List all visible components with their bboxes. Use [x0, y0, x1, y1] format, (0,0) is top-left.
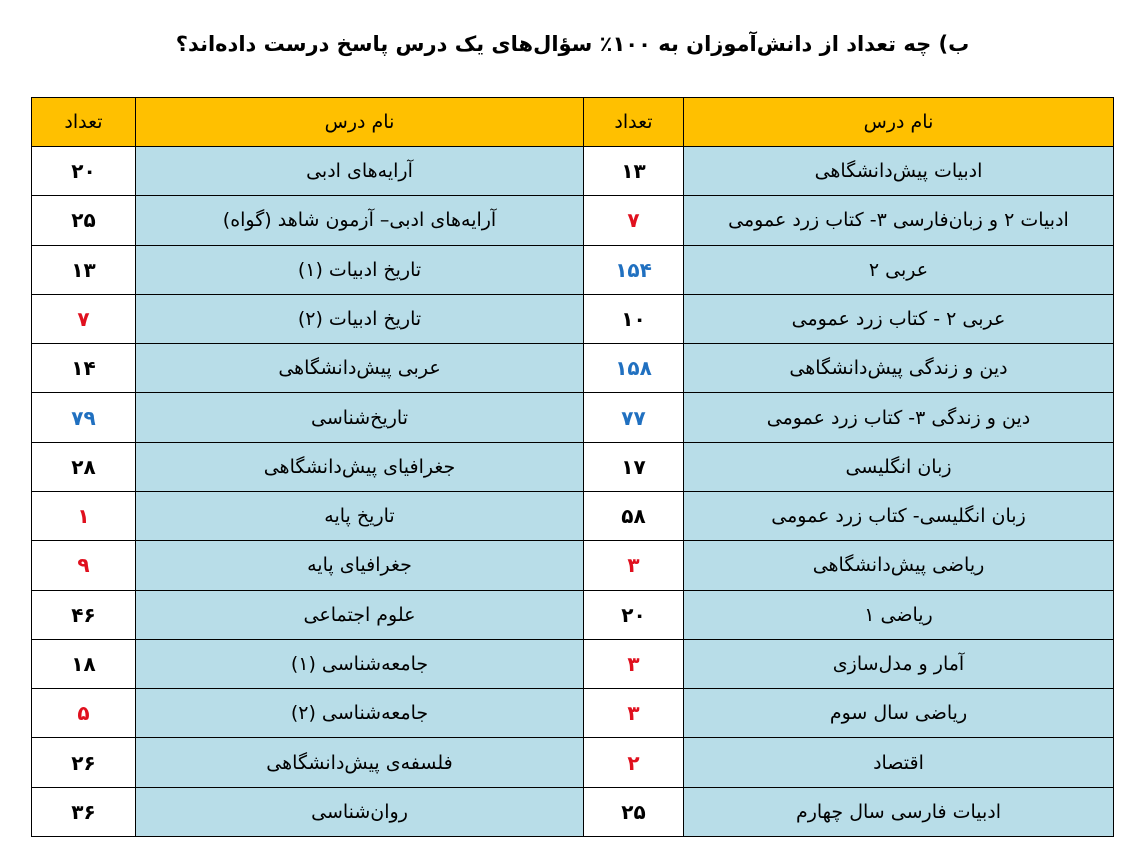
- lesson-name-right: ادبیات ۲ و زبان‌فارسی ۳- کتاب زرد عمومی: [684, 196, 1114, 245]
- lesson-name-left: جامعه‌شناسی (۱): [136, 639, 584, 688]
- lesson-count-left: ۱۴: [32, 344, 136, 393]
- table-row: [32, 245, 1114, 294]
- lesson-count-right: ۳: [584, 639, 684, 688]
- lesson-name-left: جغرافیای پایه: [136, 541, 584, 590]
- lesson-count-right: ۱۰: [584, 294, 684, 343]
- table-row: [32, 491, 1114, 540]
- table-row: [32, 147, 1114, 196]
- lesson-name-left: علوم اجتماعی: [136, 590, 584, 639]
- lesson-count-right: ۱۷: [584, 442, 684, 491]
- lesson-name-left: تاریخ ادبیات (۲): [136, 294, 584, 343]
- table-row: [32, 344, 1114, 393]
- lesson-name-right: عربی ۲: [684, 245, 1114, 294]
- table-row: [32, 787, 1114, 836]
- lesson-count-left: ۷: [32, 294, 136, 343]
- lesson-name-left: آرایه‌های ادبی– آزمون شاهد (گواه): [136, 196, 584, 245]
- lesson-count-right: ۷۷: [584, 393, 684, 442]
- lesson-count-left: ۲۸: [32, 442, 136, 491]
- lesson-count-left: ۹: [32, 541, 136, 590]
- lesson-count-left: ۲۶: [32, 738, 136, 787]
- table-row: [32, 639, 1114, 688]
- lesson-name-left: فلسفه‌ی پیش‌دانشگاهی: [136, 738, 584, 787]
- lesson-count-right: ۵۸: [584, 491, 684, 540]
- lesson-count-left: ۳۶: [32, 787, 136, 836]
- lesson-name-right: ریاضی ۱: [684, 590, 1114, 639]
- lesson-count-right: ۱۵۸: [584, 344, 684, 393]
- lesson-count-left: ۱: [32, 491, 136, 540]
- lesson-name-right: اقتصاد: [684, 738, 1114, 787]
- lesson-count-right: ۲: [584, 738, 684, 787]
- header-lesson-name-left: نام درس: [136, 98, 584, 147]
- lesson-name-left: جامعه‌شناسی (۲): [136, 689, 584, 738]
- lesson-name-right: زبان انگلیسی- کتاب زرد عمومی: [684, 491, 1114, 540]
- lesson-count-left: ۵: [32, 689, 136, 738]
- lesson-count-right: ۳: [584, 541, 684, 590]
- lesson-count-right: ۷: [584, 196, 684, 245]
- lesson-count-left: ۲۰: [32, 147, 136, 196]
- lesson-name-left: تاریخ‌شناسی: [136, 393, 584, 442]
- table-row: [32, 738, 1114, 787]
- table-row: [32, 590, 1114, 639]
- table-row: [32, 393, 1114, 442]
- lesson-name-right: دین و زندگی ۳- کتاب زرد عمومی: [684, 393, 1114, 442]
- table-row: [32, 541, 1114, 590]
- lesson-count-left: ۴۶: [32, 590, 136, 639]
- lesson-name-left: عربی پیش‌دانشگاهی: [136, 344, 584, 393]
- lesson-name-left: تاریخ پایه: [136, 491, 584, 540]
- lesson-count-left: ۱۳: [32, 245, 136, 294]
- lesson-name-left: روان‌شناسی: [136, 787, 584, 836]
- page-title: ب) چه تعداد از دانش‌آموزان به ۱۰۰٪ سؤال‌های یک درس پاسخ درست داده‌اند؟: [175, 32, 970, 56]
- lesson-count-right: ۲۵: [584, 787, 684, 836]
- table-row: [32, 442, 1114, 491]
- lesson-name-right: ریاضی پیش‌دانشگاهی: [684, 541, 1114, 590]
- lesson-count-right: ۱۳: [584, 147, 684, 196]
- lesson-name-right: ادبیات پیش‌دانشگاهی: [684, 147, 1114, 196]
- lesson-name-left: جغرافیای پیش‌دانشگاهی: [136, 442, 584, 491]
- lessons-table: [31, 97, 1114, 837]
- lesson-count-right: ۳: [584, 689, 684, 738]
- lesson-count-left: ۷۹: [32, 393, 136, 442]
- lesson-name-right: دین و زندگی پیش‌دانشگاهی: [684, 344, 1114, 393]
- header-lesson-name-right: نام درس: [684, 98, 1114, 147]
- table-row: [32, 689, 1114, 738]
- table-row: [32, 196, 1114, 245]
- lesson-count-right: ۲۰: [584, 590, 684, 639]
- lesson-name-left: تاریخ ادبیات (۱): [136, 245, 584, 294]
- lesson-name-right: عربی ۲ - کتاب زرد عمومی: [684, 294, 1114, 343]
- header-count-right: تعداد: [584, 98, 684, 147]
- lesson-name-right: ریاضی سال سوم: [684, 689, 1114, 738]
- table-header-row: [32, 98, 1114, 147]
- lesson-count-left: ۲۵: [32, 196, 136, 245]
- table-row: [32, 294, 1114, 343]
- lesson-count-left: ۱۸: [32, 639, 136, 688]
- lesson-name-right: آمار و مدل‌سازی: [684, 639, 1114, 688]
- lesson-name-left: آرایه‌های ادبی: [136, 147, 584, 196]
- lesson-count-right: ۱۵۴: [584, 245, 684, 294]
- lesson-name-right: زبان انگلیسی: [684, 442, 1114, 491]
- header-count-left: تعداد: [32, 98, 136, 147]
- lesson-name-right: ادبیات فارسی سال چهارم: [684, 787, 1114, 836]
